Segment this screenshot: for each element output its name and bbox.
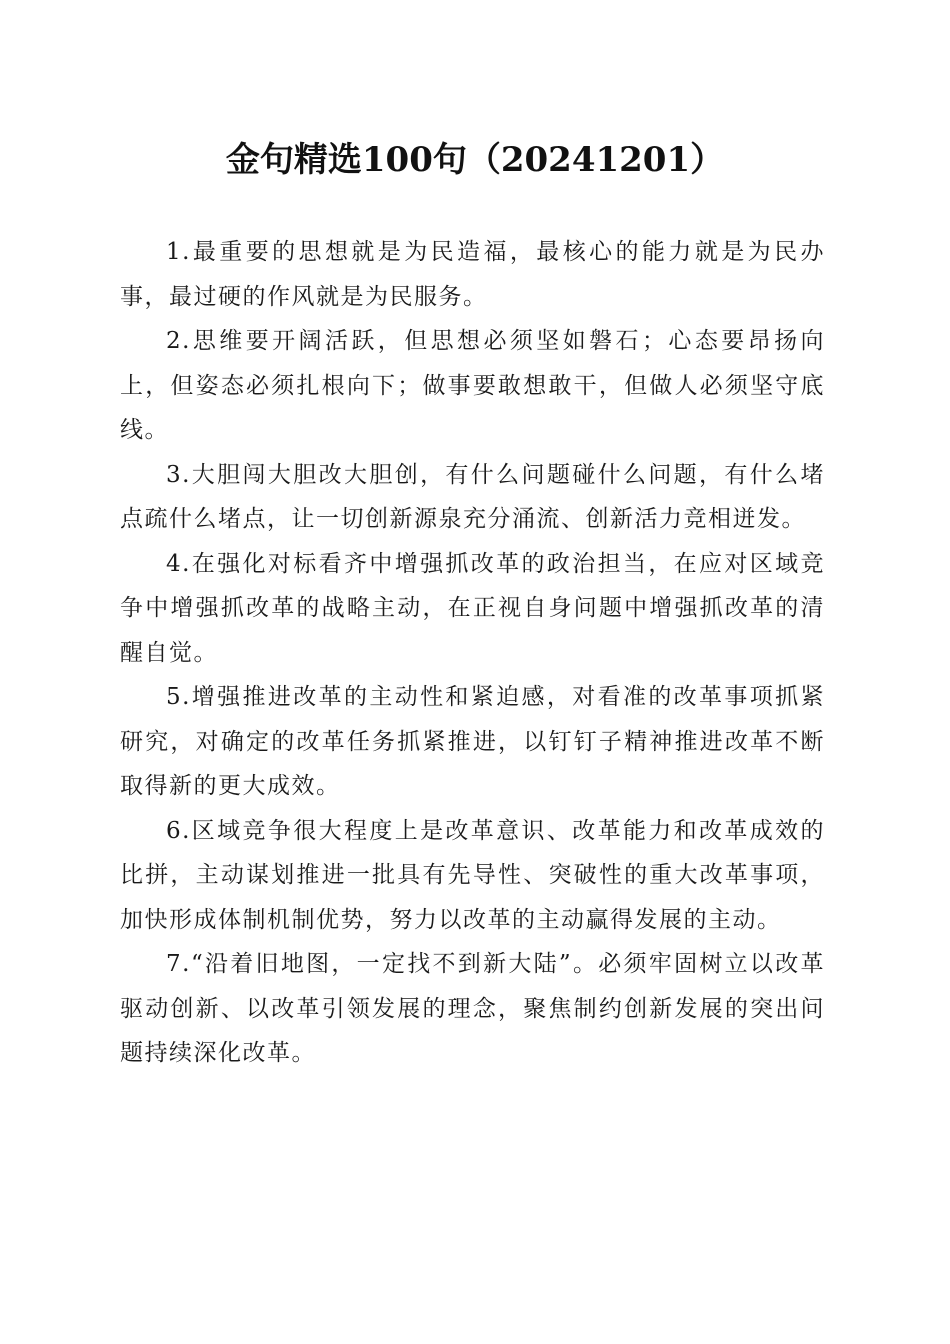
paragraph-5: 5.增强推进改革的主动性和紧迫感，对看准的改革事项抓紧研究，对确定的改革任务抓紧推进，以钉钉子精神推进改革不断取得新的更大成效。 [120,684,825,799]
paragraph-6: 6.区域竞争很大程度上是改革意识、改革能力和改革成效的比拼，主动谋划推进一批具有先导性、突破性的重大改革事项，加快形成体制机制优势，努力以改革的主动赢得发展的主动。 [120,817,825,933]
paragraph-4: 4.在强化对标看齐中增强抓改革的政治担当，在应对区域竞争中增强抓改革的战略主动，在正视自身问题中增强抓改革的清醒自觉。 [120,550,825,666]
paragraph-3: 3.大胆闯大胆改大胆创，有什么问题碰什么问题，有什么堵点疏什么堵点，让一切创新源泉充分涌流、创新活力竞相迸发。 [120,461,825,532]
paragraph-7: 7.“沿着旧地图，一定找不到新大陆”。必须牢固树立以改革驱动创新、以改革引领发展的理念，聚焦制约创新发展的突出问题持续深化改革。 [120,951,825,1066]
document-body [120,230,825,1076]
paragraph-2: 2.思维要开阔活跃，但思想必须坚如磐石；心态要昂扬向上，但姿态必须扎根向下；做事要敢想敢干，但做人必须坚守底线。 [120,328,825,443]
paragraph-1: 1.最重要的思想就是为民造福，最核心的能力就是为民办事，最过硬的作风就是为民服务。 [120,239,825,310]
document-title: 金句精选100句（20241201） [225,140,725,180]
